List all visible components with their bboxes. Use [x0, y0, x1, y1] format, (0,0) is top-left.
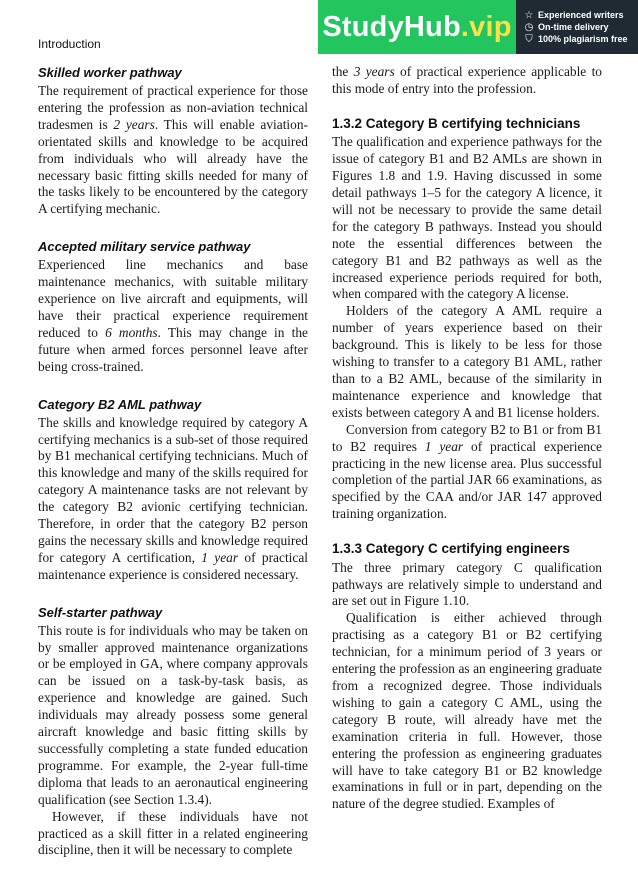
right-column — [332, 64, 602, 813]
feature-label: Experienced writers — [538, 10, 624, 20]
para-continued: the 3 years of practical experience applicable to this mode of entry into the profession. — [332, 64, 602, 96]
para-skilled-worker: The requirement of practical experience for those entering the profession as non-aviation technical tradesmen is 2 years. This will enable aviation-orientated skills and knowledge to be acquired from individuals who will already have the necessary basic fitting skills needed for many of the tasks likely to be encountered by the category A certifying mechanic. — [38, 83, 308, 217]
logo-suffix: .vip — [460, 10, 512, 43]
feature-plagiarism-free — [524, 34, 638, 45]
heading-1-3-2: 1.3.2 Category B certifying technicians — [332, 115, 581, 131]
feature-label: On-time delivery — [538, 22, 609, 32]
feature-experienced-writers — [524, 10, 638, 21]
heading-skilled-worker: Skilled worker pathway — [38, 65, 182, 80]
banner-features — [516, 0, 638, 54]
para-1-3-3-a: The three primary category C qualification pathways are relatively simple to understand and are set out in Figure 1.10. — [332, 559, 602, 609]
heading-b2-aml: Category B2 AML pathway — [38, 396, 202, 412]
heading-military-service: Accepted military service pathway — [38, 239, 251, 255]
logo-text: StudyHub — [322, 10, 461, 43]
heading-1-3-3: 1.3.3 Category C certifying engineers — [332, 541, 570, 557]
feature-label: 100% plagiarism free — [538, 34, 628, 44]
studyhub-logo[interactable] — [318, 0, 516, 54]
feature-on-time-delivery — [524, 22, 638, 33]
shield-check-icon: ⛉ — [525, 33, 533, 45]
running-head: Introduction — [38, 37, 101, 51]
para-military-service: Experienced line mechanics and base maintenance mechanics, with suitable military experience on live aircraft and equipments, will have their practical experience requirement reduced to 6 months. This may change in the future when armed forces personnel leave after being cross-trained. — [38, 257, 308, 374]
left-column — [38, 64, 308, 859]
para-self-starter-1: This route is for individuals who may be taken on by smaller approved maintenance organizations or be employed in GA, where company approvals can be issued on a task-by-task basis, as experience and knowledge are gained. Such individuals may already possess some general aircraft knowledge and basic fitting skills by successfully completing a state funded education programme. For example, the 2-year full-time diploma that leads to an aeronautical engineering qualification (see Section 1.3.4). — [38, 622, 308, 807]
para-self-starter-2: However, if these individuals have not practiced as a skill fitter in a related engineering discipline, then it will be necessary to complete — [38, 808, 308, 858]
para-1-3-2-a: The qualification and experience pathways for the issue of category B1 and B2 AMLs are shown in Figures 1.8 and 1.9. Having discussed in some detail pathways 1–5 for the category A licence, it will not be necessary to provide the same detail for the category B pathways. Instead you should note the essential differences between the category B1 and B2 pathways as well as the increased experience periods required for both, when compared with the category A license. — [332, 134, 602, 302]
clock-icon: ◷ — [524, 21, 534, 33]
para-b2-aml: The skills and knowledge required by category A certifying mechanics is a sub-set of those required by B1 mechanical certifying technicians. Much of this knowledge and many of the skills required for category A maintenance tasks are not relevant by the category B2 avionic certifying technician. Therefore, in order that the category B2 person gains the necessary skills and knowledge required for category A certification, 1 year of practical maintenance experience is considered necessary. — [38, 414, 308, 582]
para-1-3-2-b: Holders of the category A AML require a number of years experience based on their background. This is likely to be less for those wishing to transfer to a category B1 AML, rather than to a B2 AML, because of the similarity in maintenance experience and knowledge that exists between category A and B1 license holders. — [332, 303, 602, 420]
star-icon: ☆ — [524, 9, 534, 21]
heading-self-starter: Self-starter pathway — [38, 604, 163, 620]
studyhub-banner[interactable] — [318, 0, 638, 54]
para-1-3-3-b: Qualification is either achieved through practising as a category B1 or B2 certifying technician, for a minimum period of 3 years or entering the profession as an engineering graduate from a recognized degree. Those individuals wishing to gain a category C AML, using the category B route, will already have met the examination criteria in full. However, those entering the profession as engineering graduates will have to take category B1 or B2 knowledge examinations in full or in part, depending on the nature of the degree studied. Examples of — [332, 610, 602, 812]
para-1-3-2-c: Conversion from category B2 to B1 or from B1 to B2 requires 1 year of practical experience practicing in the new license area. Plus successful completion of the partial JAR 66 examinations, as specified by the CAA and/or JAR 147 approved training organization. — [332, 421, 602, 522]
